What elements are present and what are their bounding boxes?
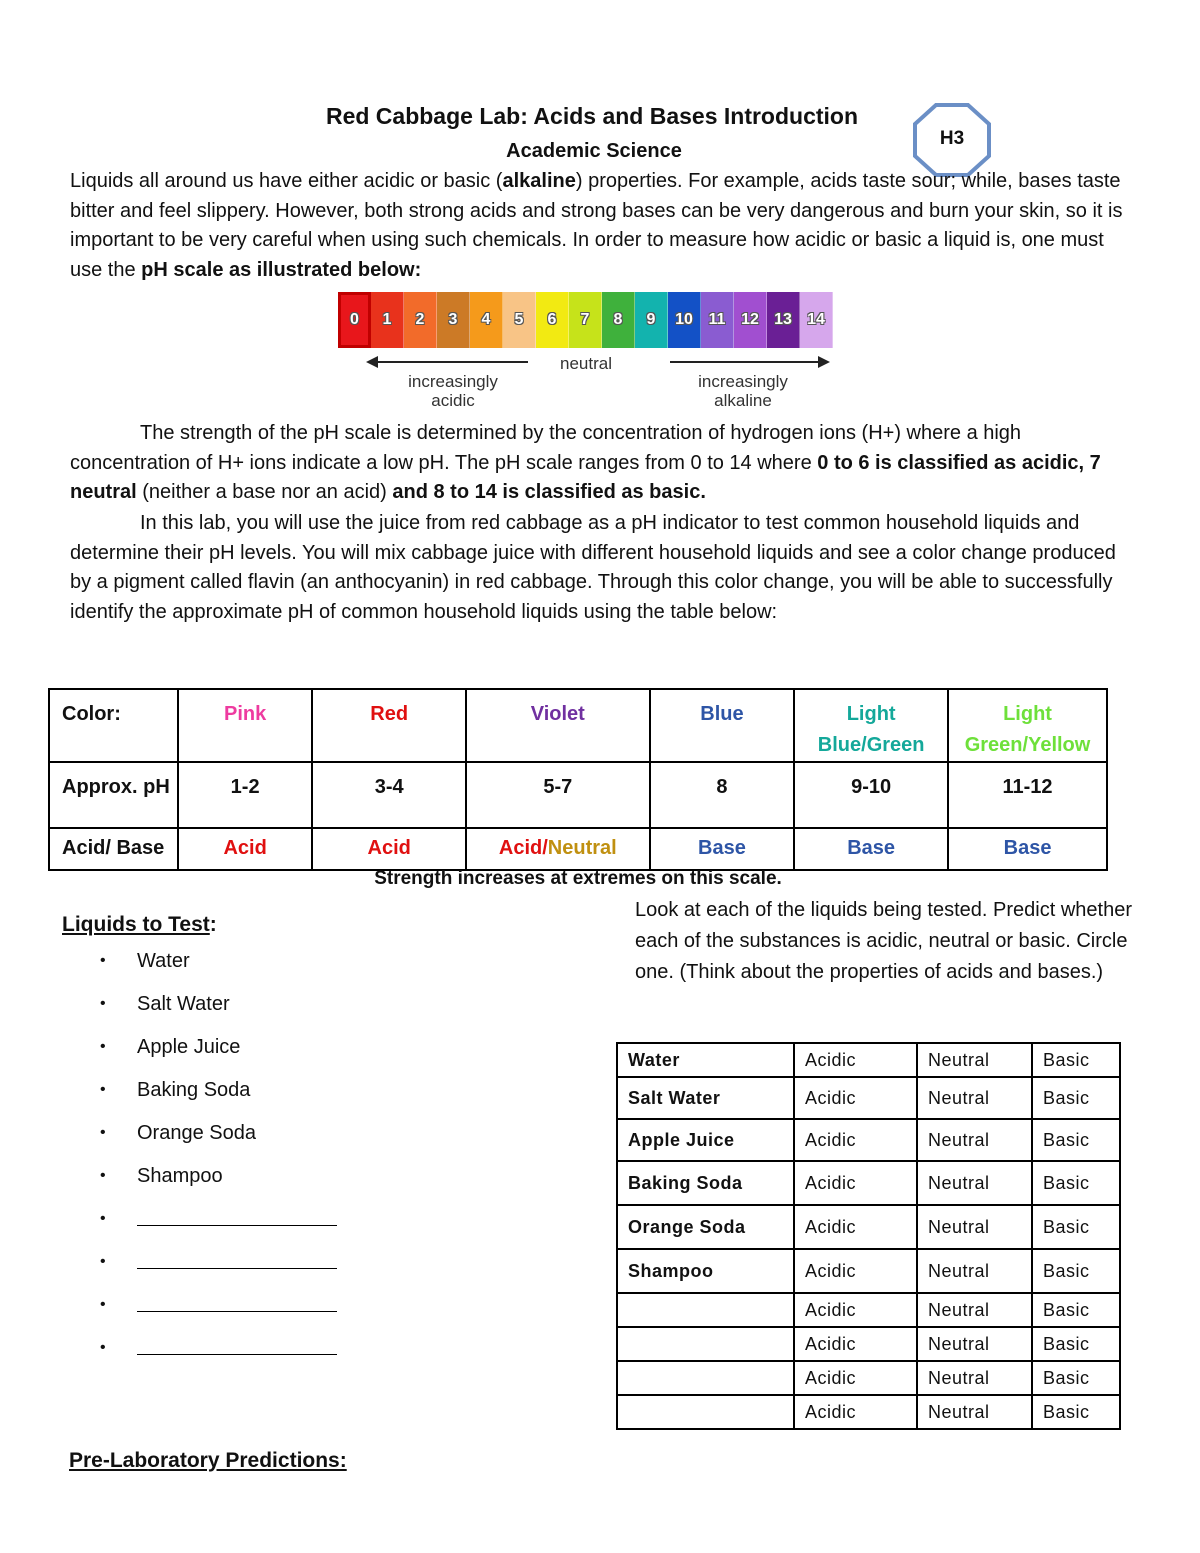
type-cell: Base [794,828,948,870]
liquid-name-cell [617,1361,794,1395]
ph-cell: 3-4 [312,762,466,828]
option-neutral[interactable]: Neutral [917,1327,1032,1361]
option-acidic[interactable]: Acidic [794,1293,917,1327]
option-basic[interactable]: Basic [1032,1205,1120,1249]
liquid-name-cell [617,1327,794,1361]
ph-acidic-label: increasingly acidic [408,372,498,410]
option-basic[interactable]: Basic [1032,1361,1120,1395]
liquids-list [100,950,337,1380]
list-item: • Apple Juice [100,1036,337,1079]
liquid-name-cell: Apple Juice [617,1119,794,1161]
arrow-right-icon [818,356,830,368]
color-cell-violet: Violet [466,689,650,762]
ph-cell: 9-10 [794,762,948,828]
type-cell: Acid/Neutral [466,828,650,870]
option-acidic[interactable]: Acidic [794,1327,917,1361]
blank-list-item[interactable] [100,1251,337,1294]
table-row [617,1043,1120,1077]
list-item: • Salt Water [100,993,337,1036]
pre-lab-heading: Pre-Laboratory Predictions: [69,1449,347,1472]
liquid-name-cell: Salt Water [617,1077,794,1119]
option-neutral[interactable]: Neutral [917,1119,1032,1161]
option-basic[interactable]: Basic [1032,1327,1120,1361]
blank-line[interactable] [137,1337,337,1355]
arrow-left-icon [366,356,378,368]
table-row [617,1249,1120,1293]
table-caption: Strength increases at extremes on this scale. [374,868,782,889]
color-cell-light-green-yellow: Light Green/Yellow [948,689,1107,762]
ph-cell-13: 13 [767,292,800,348]
list-item: • Orange Soda [100,1122,337,1165]
table-row [49,762,1107,828]
option-basic[interactable]: Basic [1032,1395,1120,1429]
table-row [617,1395,1120,1429]
ph-cell-1: 1 [371,292,404,348]
option-acidic[interactable]: Acidic [794,1249,917,1293]
ph-cell-5: 5 [503,292,536,348]
option-neutral[interactable]: Neutral [917,1249,1032,1293]
blank-list-item[interactable] [100,1337,337,1380]
prediction-table [616,1042,1121,1430]
color-indicator-table [48,688,1108,871]
liquid-name-cell [617,1293,794,1327]
option-acidic[interactable]: Acidic [794,1077,917,1119]
option-acidic[interactable]: Acidic [794,1119,917,1161]
ph-cell: 1-2 [178,762,313,828]
ph-cell-2: 2 [404,292,437,348]
lab-paragraph: In this lab, you will use the juice from red cabbage as a pH indicator to test common household liquids and determine their pH levels. You will mix cabbage juice with different household liquids and see a color change produced by a pigment called flavin (an anthocyanin) in red cabbage. Through this color change, you will be able to successfully identify the approximate pH of common household liquids using the table below: [70,512,1116,624]
type-cell: Base [948,828,1107,870]
ph-cell: 5-7 [466,762,650,828]
prediction-instructions: Look at each of the liquids being tested. Predict whether each of the substances is acidic, neutral or basic. Circle one. (Think about the properties of acids and bases.) [635,899,1132,983]
option-acidic[interactable]: Acidic [794,1043,917,1077]
table-row [617,1161,1120,1205]
option-acidic[interactable]: Acidic [794,1161,917,1205]
ph-cell-9: 9 [635,292,668,348]
ph-cell-7: 7 [569,292,602,348]
option-neutral[interactable]: Neutral [917,1043,1032,1077]
table-row [617,1361,1120,1395]
ph-scale-figure [338,292,834,408]
ph-cell-0: 0 [338,292,371,348]
option-acidic[interactable]: Acidic [794,1205,917,1249]
table-row [617,1119,1120,1161]
row-label-color: Color: [49,689,178,762]
option-basic[interactable]: Basic [1032,1249,1120,1293]
table-row [49,689,1107,762]
color-cell-blue: Blue [650,689,795,762]
ph-neutral-label: neutral [560,354,612,373]
liquid-name-cell: Water [617,1043,794,1077]
option-neutral[interactable]: Neutral [917,1361,1032,1395]
option-acidic[interactable]: Acidic [794,1395,917,1429]
ph-cell-8: 8 [602,292,635,348]
list-item: • Shampoo [100,1165,337,1208]
option-neutral[interactable]: Neutral [917,1077,1032,1119]
option-neutral[interactable]: Neutral [917,1293,1032,1327]
page-subtitle: Academic Science [506,140,682,162]
blank-list-item[interactable] [100,1208,337,1251]
liquid-name-cell: Orange Soda [617,1205,794,1249]
type-cell: Acid [312,828,466,870]
row-label-ph: Approx. pH [49,762,178,828]
list-item: • Water [100,950,337,993]
liquids-heading: Liquids to Test: [62,913,217,936]
option-acidic[interactable]: Acidic [794,1361,917,1395]
liquid-name-cell: Shampoo [617,1249,794,1293]
badge-label: H3 [939,128,965,149]
option-neutral[interactable]: Neutral [917,1205,1032,1249]
color-cell-red: Red [312,689,466,762]
ph-scale-bar [338,292,833,348]
option-basic[interactable]: Basic [1032,1077,1120,1119]
table-row [617,1327,1120,1361]
liquid-name-cell [617,1395,794,1429]
ph-cell-12: 12 [734,292,767,348]
table-row [617,1077,1120,1119]
ph-cell-14: 14 [800,292,833,348]
blank-line[interactable] [137,1294,337,1312]
option-neutral[interactable]: Neutral [917,1395,1032,1429]
blank-line[interactable] [137,1251,337,1269]
ph-cell-4: 4 [470,292,503,348]
ph-cell-3: 3 [437,292,470,348]
page-title: Red Cabbage Lab: Acids and Bases Introduction [325,103,859,129]
type-cell: Acid [178,828,313,870]
option-basic[interactable]: Basic [1032,1293,1120,1327]
table-row [49,828,1107,870]
table-row [617,1293,1120,1327]
ph-cell-10: 10 [668,292,701,348]
ph-alkaline-label: increasingly alkaline [698,372,788,410]
type-cell: Base [650,828,795,870]
option-basic[interactable]: Basic [1032,1043,1120,1077]
row-label-acid-base: Acid/ Base [49,828,178,870]
option-basic[interactable]: Basic [1032,1119,1120,1161]
ph-cell-11: 11 [701,292,734,348]
color-cell-pink: Pink [178,689,313,762]
liquid-name-cell: Baking Soda [617,1161,794,1205]
ph-cell-6: 6 [536,292,569,348]
ph-cell: 11-12 [948,762,1107,828]
list-item: • Baking Soda [100,1079,337,1122]
blank-line[interactable] [137,1208,337,1226]
color-cell-light-blue-green: Light Blue/Green [794,689,948,762]
option-neutral[interactable]: Neutral [917,1161,1032,1205]
ph-cell: 8 [650,762,795,828]
intro-paragraph: Liquids all around us have either acidic or basic (alkaline) properties. For example, acids taste sour; while, bases taste bitter and feel slippery. However, both strong acids and strong bases can be very dangerous and burn your skin, so it is important to be very careful when using such chemicals. In order to measure how acidic or basic a liquid is, one must use the pH scale as illustrated below: [70,170,1123,282]
option-basic[interactable]: Basic [1032,1161,1120,1205]
table-row [617,1205,1120,1249]
strength-paragraph: The strength of the pH scale is determined by the concentration of hydrogen ions (H+) where a high concentration of H+ ions indicate a low pH. The pH scale ranges from 0 to 14 where 0 to 6 is classified as acidic, 7 neutral (neither a base nor an acid) and 8 to 14 is classified as basic. [70,422,1101,504]
blank-list-item[interactable] [100,1294,337,1337]
